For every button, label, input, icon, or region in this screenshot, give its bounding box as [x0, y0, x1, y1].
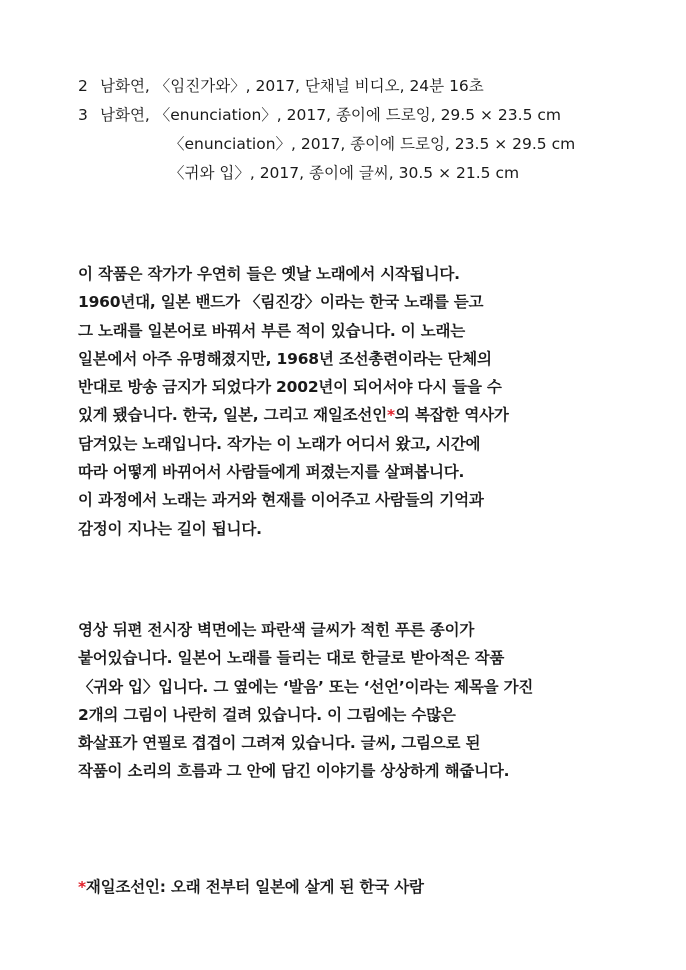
- credit-line: [78, 130, 575, 159]
- paragraph-line: 담겨있는 노래입니다. 작가는 이 노래가 어디서 왔고, 시간에: [78, 434, 481, 453]
- paragraph-line: 감정이 지나는 길이 됩니다.: [78, 519, 262, 538]
- paragraph-line: 일본에서 아주 유명해졌지만, 1968년 조선총련이라는 단체의: [78, 349, 492, 368]
- line-text: 의 복잡한 역사가: [394, 406, 509, 425]
- footnote-marker: *: [386, 406, 395, 425]
- paragraph-line: 따라 어떻게 바뀌어서 사람들에게 퍼졌는지를 살펴봅니다.: [78, 463, 465, 482]
- credit-number: 2: [78, 77, 88, 95]
- paragraph-line: 작품이 소리의 흐름과 그 안에 담긴 이야기를 상상하게 해줍니다.: [78, 762, 510, 781]
- paragraph-line: 1960년대, 일본 밴드가 〈림진강〉이라는 한국 노래를 듣고: [78, 293, 484, 312]
- line-text: 있게 됐습니다. 한국, 일본, 그리고 재일조선인: [78, 406, 387, 425]
- credit-line: [78, 72, 575, 101]
- credit-line: [78, 159, 575, 188]
- paragraph-line: 붙어있습니다. 일본어 노래를 들리는 대로 한글로 받아적은 작품: [78, 649, 505, 668]
- paragraph-line: 그 노래를 일본어로 바꿔서 부른 적이 있습니다. 이 노래는: [78, 321, 466, 340]
- footnote: [78, 875, 424, 899]
- paragraph-line: 이 과정에서 노래는 과거와 현재를 이어주고 사람들의 기억과: [78, 491, 484, 510]
- description-paragraph-2: [78, 616, 533, 786]
- paragraph-line: 2개의 그림이 나란히 걸려 있습니다. 이 그림에는 수많은: [78, 705, 456, 724]
- description-paragraph-1: [78, 260, 509, 543]
- paragraph-line: 〈귀와 입〉입니다. 그 옆에는 ‘발음’ 또는 ‘선언’이라는 제목을 가진: [78, 677, 534, 696]
- footnote-text: 재일조선인: 오래 전부터 일본에 살게 된 한국 사람: [85, 878, 424, 896]
- paragraph-line: 화살표가 연필로 겹겹이 그려져 있습니다. 글씨, 그림으로 된: [78, 734, 481, 753]
- paragraph-line: 반대로 방송 금지가 되었다가 2002년이 되어서야 다시 들을 수: [78, 378, 502, 397]
- credit-text: 남화연, 〈임진가와〉, 2017, 단채널 비디오, 24분 16초: [100, 77, 484, 95]
- credit-text: 남화연, 〈enunciation〉, 2017, 종이에 드로잉, 29.5 × 23.5 cm: [100, 106, 561, 124]
- artwork-credits: [78, 72, 575, 188]
- credit-line: [78, 101, 575, 130]
- credit-text: 〈귀와 입〉, 2017, 종이에 글씨, 30.5 × 21.5 cm: [169, 164, 520, 182]
- footnote-marker: *: [78, 878, 86, 896]
- paragraph-line: [78, 401, 509, 429]
- paragraph-line: 이 작품은 작가가 우연히 들은 옛날 노래에서 시작됩니다.: [78, 265, 460, 283]
- credit-number: 3: [78, 106, 88, 124]
- credit-text: 〈enunciation〉, 2017, 종이에 드로잉, 23.5 × 29.5 cm: [169, 135, 576, 153]
- paragraph-line: 영상 뒤편 전시장 벽면에는 파란색 글씨가 적힌 푸른 종이가: [78, 621, 475, 639]
